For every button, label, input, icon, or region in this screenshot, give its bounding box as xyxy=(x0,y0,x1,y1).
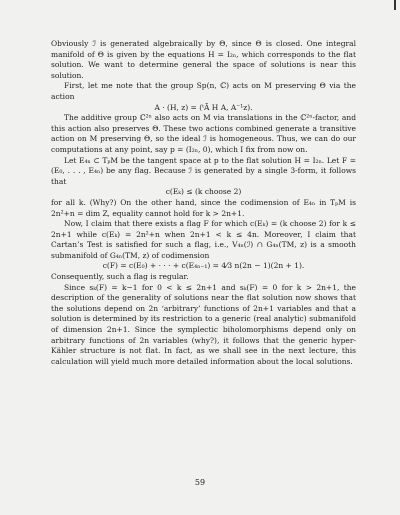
page-number: 59 xyxy=(194,478,206,487)
paragraph-1: Obviously ℐ is generated algebraically by Θ, since Θ is closed. One integral manifold of Θ is given by the equations H = I₂ₙ, which corresponds to the flat solution. We want to determine general the space of solutions is near this solution. xyxy=(51,39,356,80)
paragraph-3: The additive group ℂ²ⁿ also acts on M via translations in the ℂ²ⁿ-factor, and this action also preserves Θ. These two actions combined generate a transitive action on M preserving Θ, so the ideal ℐ is homogeneous. Thus, we can do our computations at any point, say p = (I₂ₙ, 0), which I fix from now on. xyxy=(51,113,356,154)
paragraph-2: First, let me note that the group Sp(n, ℂ) acts on M preserving Θ via the action xyxy=(51,81,356,101)
equation-inequality: c(Eₖ) ≤ (k choose 2) xyxy=(165,187,242,197)
equation-action: A · (H, z) = (ᵗĀ H A, A⁻¹z). xyxy=(154,102,253,112)
paragraph-6: Now, I claim that there exists a flag F for which c(Eₖ) = (k choose 2) for k ≤ 2n+1 while c(Eₖ) = 2n²+n when 2n+1 < k ≤ 4n. Moreover, I claim that Cartan’s Test is satisfied for such a flag, i.e., V₄ₙ(ℐ) ∩ G₄ₙ(TM, z) is a smooth submanifold of G₄ₙ(TM, z) of codimension xyxy=(51,219,356,260)
body-text xyxy=(51,39,356,367)
page-edge-mark xyxy=(394,0,396,10)
paragraph-5: for all k. (Why?) On the other hand, since the codimension of E₄ₙ in TₚM is 2n²+n = dim Z, equality cannot hold for k > 2n+1. xyxy=(51,197,356,218)
equation-codimension: c(F) = c(E₀) + · · · + c(E₄ₙ₋₁) = 4⁄3 n(2n − 1)(2n + 1). xyxy=(102,261,305,271)
paragraph-8: Since sₖ(F) = k−1 for 0 < k ≤ 2n+1 and sₖ(F) = 0 for k > 2n+1, the description of the generality of solutions near the flat solution now shows that the solutions depend on 2n ‘arbitrary’ functions of 2n+1 variables and that a solution is determined by its restriction to a generic (real analytic) submanifold of dimension 2n+1. Since the symplectic biholomorphisms depend only on arbitrary functions of 2n variables (why?), it follows that the generic hyper-Kähler structure is not flat. In fact, as we shall see in the next lecture, this calculation will yield much more detailed information about the local solutions. xyxy=(51,282,356,366)
paragraph-7: Consequently, such a flag is regular. xyxy=(51,272,189,282)
paragraph-4: Let E₄ₙ ⊂ TₚM be the tangent space at p to the flat solution H = I₂ₙ. Let F = (E₀, . . . , E₄ₙ) be any flag. Because ℐ is generated by a single 3-form, it follows that xyxy=(51,155,356,186)
